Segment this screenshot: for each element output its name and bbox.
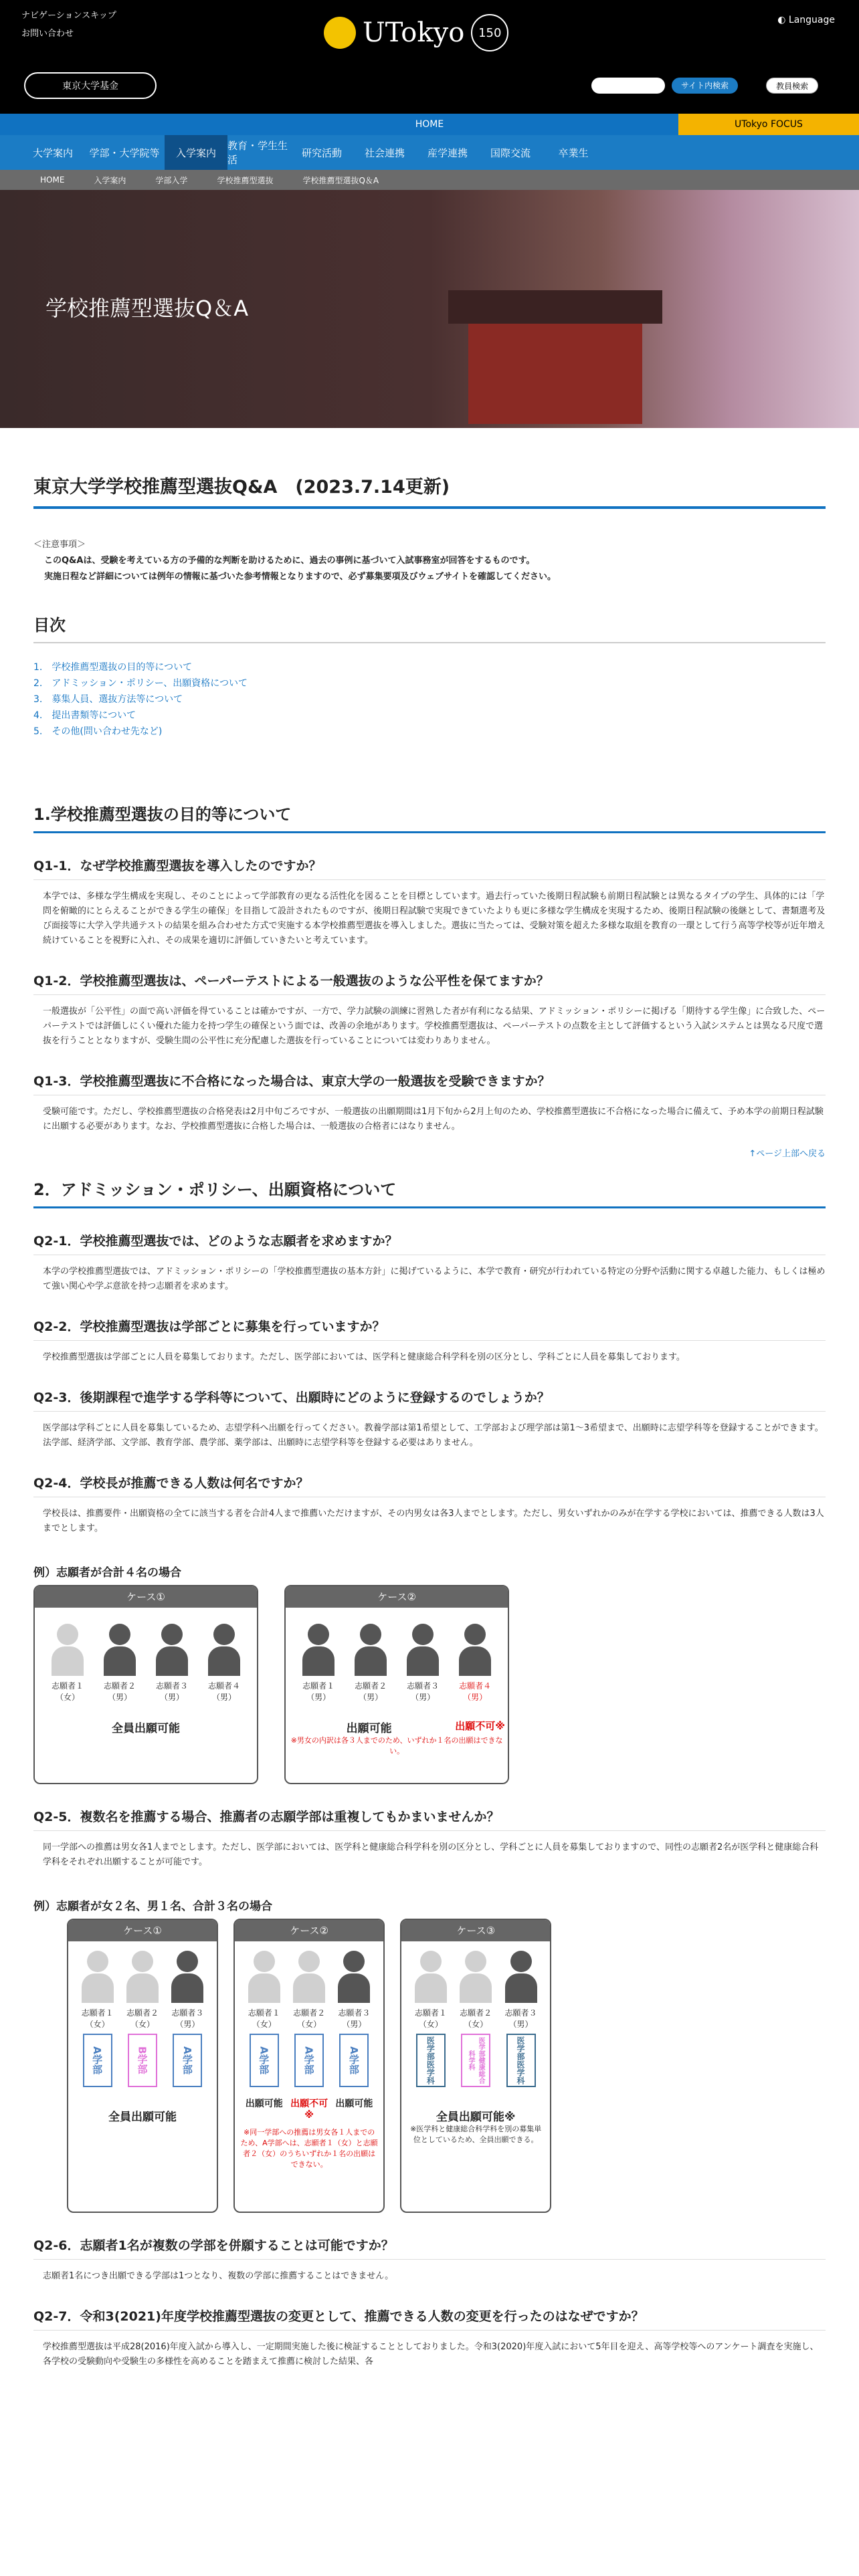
toc-link[interactable]: 5. その他(問い合わせ先など) <box>33 726 163 737</box>
main-content-continued <box>0 1807 859 1870</box>
answer: 学校推薦型選抜は平成28(2016)年度入試から導入し、一定期間実施した後に検証することとしておりました。令和3(2020)年度入試において5年目を迎え、高等学校等へのアンケート調査を実施し、各学校の受験動向や受験生の多様性を高めることを踏まえて推薦に検討した結果、各 <box>43 2342 819 2367</box>
department-tag: 医学部医学科 <box>506 2034 536 2087</box>
page-title: 東京大学学校推薦型選抜Q&A (2023.7.14更新) <box>33 472 826 509</box>
section-heading: 2．アドミッション・ポリシー、出願資格について <box>33 1176 826 1208</box>
answer: 医学部は学科ごとに人員を募集しているため、志望学科へ出願を行ってください。教養学部は第1希望として、工学部および理学部は第1～3希望まで、出願時に志望学科等を登録することができます。法学部、経済学部、文学部、教育学部、農学部、薬学部は、出願時に志望学科等を登録する必要はありません。 <box>43 1423 824 1448</box>
answer: 本学では、多様な学生構成を実現し、そのことによって学部教育の更なる活性化を図ることを目標としています。過去行っていた後期日程試験も前期日程試験とは異なるタイプの学生、具体的には「学問を俯瞰的にとらえることができる学生の確保」を目指して設計されたものですが、後期日程試験で実現できていたよりも更に多様な学生構成を実現するため、後期日程試験の後継として、書類選考及び面接等に大学入学共通テストの結果を組み合わせた方式で実施する本学校推薦型選抜を導入しました。選抜に当たっては、受験対策を超えた多様な取組を教育の一環として行う高等学校等が近年増え続けていることを視野に入れ、その成果を適切に評価していきたいと考えています。 <box>43 891 826 946</box>
applicant-figure: 志願者１ （女） 医学部医学科 <box>408 1951 453 2091</box>
applicant-figure: 志願者３ （男） 医学部医学科 <box>498 1951 543 2091</box>
applicant-figure: 志願者１ （女） <box>44 1624 91 1703</box>
case-panel <box>67 1919 218 2213</box>
search-input[interactable] <box>591 78 665 94</box>
nav-item[interactable]: 国際交流 <box>490 146 531 159</box>
question: Q2-3．後期課程で進学する学科等について、出願時にどのように登録するのでしょうか？ <box>33 1388 826 1412</box>
applicant-figure: 志願者１ （女） A学部 <box>75 1951 120 2091</box>
case-label: ケース① <box>68 1920 217 1941</box>
applicant-figure: 志願者４ （男） <box>452 1624 498 1703</box>
home-link[interactable]: HOME <box>415 119 444 130</box>
breadcrumb-item[interactable]: 学部入学 <box>155 175 188 185</box>
campus-building-image <box>468 317 642 424</box>
utility-links <box>21 8 116 44</box>
language-button[interactable]: ◐ Language <box>777 15 835 25</box>
hero-title: 学校推薦型選抜Q＆A <box>45 296 249 321</box>
faculty-search-button[interactable]: 教員検索 <box>766 78 818 94</box>
breadcrumb-item[interactable]: 入学案内 <box>94 175 126 185</box>
applicant-figure: 志願者２ （男） <box>347 1624 394 1703</box>
case-label: ケース② <box>286 1586 508 1608</box>
case-result: 全員出願可能 <box>108 2111 177 2124</box>
answer: 同一学部への推薦は男女各1人までとします。ただし、医学部においては、医学科と健康総合科学科を別の区分とし、学科ごとに人員を募集しておりますので、同性の志願者2名が医学科と健康総合科学科をそれぞれ出願することが可能です。 <box>43 1842 819 1867</box>
diagram-title: 例）志願者が合計４名の場合 <box>33 1566 181 1580</box>
breadcrumb-item[interactable]: HOME <box>40 175 65 185</box>
notice: ＜注意事項＞ このQ&Aは、受験を考えている方の予備的な判断を助けるために、過去の事例に基づいて入試事務室が回答をするものです。 実施日程など詳細については例年の情報に基づいた参考情報となりますので、必ず募集要項及びウェブサイトを確認してください。 <box>33 540 557 582</box>
nav-item[interactable]: 学部・大学院等 <box>89 146 160 159</box>
question: Q2-5．複数名を推薦する場合、推薦者の志願学部は重複してもかまいませんか？ <box>33 1807 826 1831</box>
ginkgo-icon <box>324 17 356 49</box>
case-note: ※同一学部への推薦は男女各１人までのため、A学部へは、志願者１（女）と志願者２（女）のうちいずれか１名の出願はできない。 <box>240 2128 378 2169</box>
nav-item[interactable]: 産学連携 <box>427 146 468 159</box>
nav-item[interactable]: 社会連携 <box>364 146 405 159</box>
department-tag: 医学部医学科 <box>416 2034 446 2087</box>
global-header <box>0 0 859 114</box>
case-label: ケース③ <box>401 1920 550 1941</box>
global-nav <box>0 135 859 170</box>
recommendation-diagram-2 <box>33 1897 859 2213</box>
question: Q2-6．志願者1名が複数の学部を併願することは可能ですか？ <box>33 2236 826 2260</box>
toc-heading: 目次 <box>33 612 826 643</box>
answer: 受験可能です。ただし、学校推薦型選抜の合格発表は2月中旬ごろですが、一般選抜の出願期間は1月下旬から2月上旬のため、学校推薦型選抜に不合格になった場合に備えて、予め本学の前期日程試験に出願する必要があります。なお、学校推薦型選抜に合格した場合は、一般選抜の合格者にはなりません。 <box>43 1107 824 1132</box>
toc-link[interactable]: 2. アドミッション・ポリシー、出願資格について <box>33 678 248 689</box>
department-tag: B学部 <box>128 2034 157 2087</box>
breadcrumb-item: 学校推薦型選抜Q＆A <box>302 175 379 185</box>
nav-item[interactable]: 卒業生 <box>558 146 589 159</box>
toc-link[interactable]: 1. 学校推薦型選抜の目的等について <box>33 662 193 673</box>
question: Q2-7．令和3(2021)年度学校推薦型選抜の変更として、推薦できる人数の変更を行ったのはなぜですか？ <box>33 2306 826 2331</box>
section-heading: 1.学校推薦型選抜の目的等について <box>33 801 826 833</box>
answer: 一般選抜が「公平性」の面で高い評価を得ていることは確かですが、一方で、学力試験の訓練に習熟した者が有利になる結果、アドミッション・ポリシーに掲げる「期待する学生像」に合致した、ペーパーテストでは評価しにくい優れた能力を持つ学生の確保という面では、改善の余地があります。学校推薦型選抜は、ペーパーテストの点数を主として評価するという入試システムとは異なる尺度で選抜を行うこととなりますが、受験生間の公平性に充分配慮した選抜を行っていることについては変わりありません。 <box>43 1006 826 1046</box>
utokyo-logo[interactable]: UTokyo 150 <box>324 9 538 56</box>
case-panel <box>400 1919 551 2213</box>
question: Q2-4．学校長が推薦できる人数は何名ですか？ <box>33 1473 826 1497</box>
question: Q1-3．学校推薦型選抜に不合格になった場合は、東京大学の一般選抜を受験できますか？ <box>33 1071 826 1095</box>
breadcrumb-item[interactable]: 学校推薦型選抜 <box>217 175 274 185</box>
utokyo-focus-link[interactable]: UTokyo FOCUS <box>678 114 859 135</box>
applicant-figure: 志願者１ （女） A学部 出願可能 <box>242 1951 286 2121</box>
department-tag: A学部 <box>173 2034 202 2087</box>
department-tag: A学部 <box>294 2034 324 2087</box>
answer: 学校推薦型選抜は学部ごとに人員を募集しております。ただし、医学部においては、医学科と健康総合科学科を別の区分とし、学科ごとに人員を募集しております。 <box>43 1352 685 1362</box>
main-content <box>0 472 859 1536</box>
applicant-figure: 志願者２ （女） A学部 出願不可※ <box>286 1951 331 2121</box>
skip-nav-link[interactable]: ナビゲーションスキップ <box>21 11 116 21</box>
case-panel <box>233 1919 385 2213</box>
contact-link[interactable]: お問い合わせ <box>21 29 74 39</box>
case-result: 出願可能 <box>346 1722 392 1735</box>
department-tag: A学部 <box>83 2034 112 2087</box>
nav-item[interactable]: 研究活動 <box>301 146 342 159</box>
department-tag: A学部 <box>339 2034 369 2087</box>
applicant-figure: 志願者３ （男） A学部 出願可能 <box>332 1951 377 2121</box>
nav-item[interactable]: 大学案内 <box>32 146 73 159</box>
answer: 志願者1名につき出願できる学部は1つとなり、複数の学部に推薦することはできません。 <box>43 2271 394 2281</box>
applicant-figure: 志願者３ （男） <box>399 1624 446 1703</box>
case-note: ※医学科と健康総合科学科を別の募集単位としているため、全員出願できる。 <box>410 2125 542 2144</box>
applicant-figure: 志願者３ （男） A学部 <box>165 1951 210 2091</box>
anniversary-150-badge: 150 <box>471 14 508 51</box>
diagram-title: 例）志願者が女２名、男１名、合計３名の場合 <box>33 1900 272 1913</box>
breadcrumb <box>0 170 859 190</box>
case-label: ケース② <box>235 1920 383 1941</box>
case-result: 全員出願可能 <box>112 1722 180 1735</box>
case-panel <box>284 1585 509 1784</box>
applicant-figure: 志願者４ （男） <box>201 1624 248 1703</box>
site-search-button[interactable]: サイト内検索 <box>672 78 738 94</box>
answer: 本学の学校推薦型選抜では、アドミッション・ポリシーの「学校推薦型選抜の基本方針」に掲げているように、本学で教育・研究が行われている特定の分野や活動に関する卓越した能力、もしくは極めて強い関心や学ぶ意欲を持つ志願者を求めます。 <box>43 1267 826 1291</box>
page-top-link[interactable]: ↑ページ上部へ戻る <box>749 1149 826 1159</box>
case-label: ケース① <box>35 1586 257 1608</box>
applicant-figure: 志願者２ （女） B学部 <box>120 1951 165 2091</box>
applicant-figure: 志願者３ （男） <box>149 1624 195 1703</box>
applicant-figure: 志願者２ （男） <box>96 1624 143 1703</box>
question: Q1-1．なぜ学校推薦型選抜を導入したのですか？ <box>33 856 826 880</box>
toc-link[interactable]: 4. 提出書類等について <box>33 710 136 721</box>
case-panel <box>33 1585 258 1784</box>
case-note: ※男女の内訳は各３人までのため、いずれか１名の出願はできない。 <box>290 1736 503 1755</box>
case-result-ng: 出願不可※ <box>455 1720 505 1732</box>
department-tag: 医学部健康総合科学科 <box>461 2034 490 2087</box>
question: Q1-2．学校推薦型選抜は、ペーパーテストによる一般選抜のような公平性を保てますか？ <box>33 971 826 995</box>
applicant-figure: 志願者２ （女） 医学部健康総合科学科 <box>454 1951 498 2091</box>
nav-item[interactable]: 教育・学生生活 <box>227 140 288 166</box>
search-area <box>591 78 818 94</box>
recommendation-diagram-1 <box>33 1563 859 1784</box>
applicant-figure: 志願者１ （男） <box>295 1624 342 1703</box>
toc-list <box>33 659 826 740</box>
case-result: 全員出願可能※ <box>436 2111 516 2124</box>
nav-item-admissions[interactable]: 入学案内 <box>165 135 227 170</box>
main-content-end <box>0 2236 859 2369</box>
answer: 学校長は、推薦要件・出願資格の全てに該当する者を合計4人まで推薦いただけますが、その内男女は各3人までとします。ただし、男女いずれかのみが在学する学校においては、推薦できる人数は3人までとします。 <box>43 1509 824 1533</box>
home-bar <box>0 114 859 135</box>
toc-link[interactable]: 3. 募集人員、選抜方法等について <box>33 694 183 705</box>
question: Q2-1．学校推薦型選抜では、どのような志願者を求めますか？ <box>33 1231 826 1255</box>
department-tag: A学部 <box>250 2034 279 2087</box>
utokyo-fund-button[interactable]: 東京大学基金 <box>24 72 157 99</box>
hero-banner <box>0 190 859 428</box>
question: Q2-2．学校推薦型選抜は学部ごとに募集を行っていますか？ <box>33 1317 826 1341</box>
